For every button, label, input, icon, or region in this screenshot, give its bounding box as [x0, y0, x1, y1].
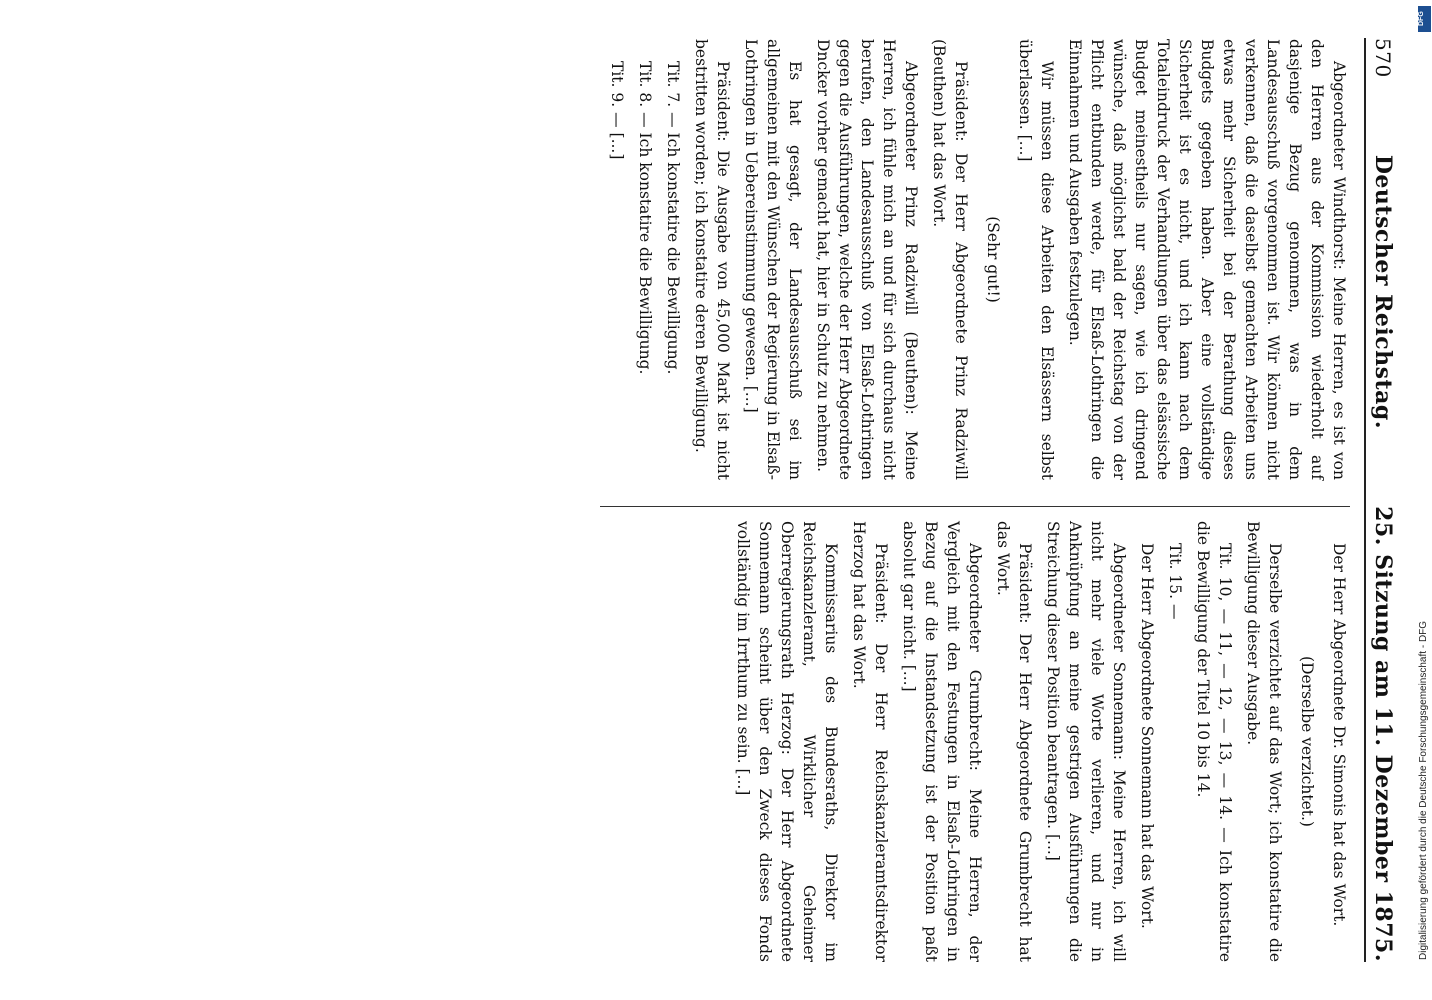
president-call-sonnemann: Der Herr Abgeordnete Sonnemann hat das Wort.: [1138, 543, 1156, 929]
speech-windthorst-cont: Wir müssen diese Arbeiten den Elsässern selbst überlassen. [...]: [1016, 39, 1056, 480]
page-number: 570: [1371, 38, 1395, 78]
dfg-credit: Digitalisierung gefördert durch die Deutsche Forschungsgemeinschaft - DFG: [1418, 620, 1429, 960]
left-column: [600, 38, 1350, 480]
speech-herzog: Kommissarius des Bundesraths, Direktor im Reichskanzleramt, Wirklicher Geheimer Oberregierungsrath Herzog: Der Herr Abgeordnete Sonnemann scheint über den Zweck dieses Fonds vollständig im Irrthum zu sein. [...]: [734, 521, 840, 962]
speech-radziwill-cont: Es hat gesagt, der Landesausschuß sei im allgemeinen mit den Wünschen der Regierung in Elsaß-Lothringen in Uebereinstimmung gewesen. [...]: [742, 39, 804, 480]
president-call-radziwill: Präsident: Der Herr Abgeordnete Prinz Radziwill (Beuthen) hat das Wort.: [930, 39, 970, 480]
title-7-ruling: Tit. 7. — Ich konstatire die Bewilligung.: [664, 61, 682, 375]
session-title: 25. Sitzung am 11. Dezember 1875.: [1370, 506, 1396, 962]
text-columns: [600, 38, 1350, 962]
document-page: [36, 0, 1416, 1000]
speech-radziwill: Abgeordneter Prinz Radziwill (Beuthen): Meine Herren, ich fühle mich an und für sich durchaus nicht berufen, den Landesausschuß von Elsaß-Lothringen gegen die Ausführungen, welche der Herr Abgeordnete Dncker vorher gemacht hat, hier in Schutz zu nehmen.: [814, 39, 920, 480]
title-9-ruling: Tit. 9. — [...]: [608, 61, 626, 160]
applause-note: (Sehr gut!): [984, 216, 1002, 303]
speech-grumbrecht: Abgeordneter Grumbrecht: Meine Herren, der Vergleich mit den Festungen in Elsaß-Lothringen in Bezug auf die Instandsetzung ist der Position paßt absolut gar nicht. [...]: [900, 521, 984, 962]
dfg-logo: DFG: [1418, 6, 1431, 32]
president-call-grumbrecht: Präsident: Der Herr Abgeordnete Grumbrecht hat das Wort.: [994, 521, 1034, 962]
speech-sonnemann: Abgeordneter Sonnemann: Meine Herren, ich will nicht mehr viele Worte verlieren, und nur in Anknüpfung an meine gestrigen Ausführungen die Streichung dieser Position beantragen. [...]: [1044, 521, 1128, 962]
titles-10-14-ruling: Tit. 10, — 11, — 12, — 13, — 14. — Ich konstatire die Bewilligung der Titel 10 bis 14.: [1194, 521, 1234, 962]
title-15: Tit. 15. —: [1166, 543, 1184, 620]
journal-title: Deutscher Reichstag.: [1370, 154, 1396, 429]
running-head: [1364, 38, 1396, 962]
speech-windthorst: Abgeordneter Windthorst: Meine Herren, es ist von den Herren aus der Kommission wiederholt auf dasjenige Bezug genommen, was in dem Landesausschuß vorgenommen ist. Wir können nicht verkennen, daß die daselbst gemachten Arbeiten uns etwas mehr Sicherheit bei der Berathung dieses Budgets gegeben haben. Aber eine vollständige Sicherheit ist es nicht, und ich kann nach dem Totaleindruck der Verhandlungen über das elsässische Budget meinestheils nur sagen, wie ich dringend wünsche, daß möglichst bald der Reichstag von der Pflicht entbunden werde, für Elsaß-Lothringen die Einnahmen und Ausgaben festzulegen.: [1066, 39, 1348, 480]
president-call-simonis: Der Herr Abgeordnete Dr. Simonis hat das Wort.: [1330, 543, 1348, 927]
president-ruling: Präsident: Die Ausgabe von 45,000 Mark ist nicht bestritten worden; ich konstatire deren Bewilligung.: [692, 39, 732, 480]
president-call-herzog: Präsident: Der Herr Reichskanzleramtsdirektor Herzog hat das Wort.: [850, 521, 890, 962]
right-column: [600, 506, 1350, 962]
waiver-note: (Derselbe verzichtet.): [1298, 656, 1316, 827]
waiver-ruling: Derselbe verzichtet auf das Wort; ich konstatire die Bewilligung dieser Ausgabe.: [1244, 521, 1284, 962]
title-8-ruling: Tit. 8. — Ich konstatire die Bewilligung.: [636, 61, 654, 375]
